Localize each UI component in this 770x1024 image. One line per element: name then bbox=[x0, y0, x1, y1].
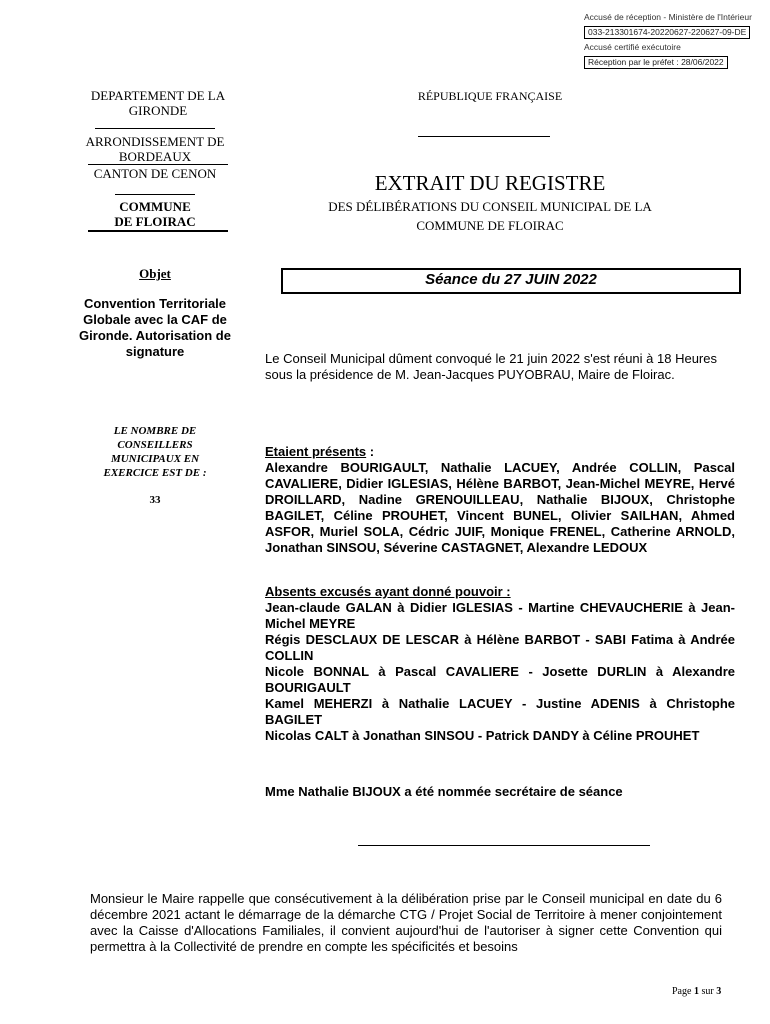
arrondissement: ARRONDISSEMENT DE BORDEAUX bbox=[85, 134, 225, 164]
page-sep: sur bbox=[701, 986, 714, 997]
objet-text: Convention Territoriale Globale avec la CAF de Gironde. Autorisation de signature bbox=[79, 296, 231, 359]
stamp-code: 033-213301674-20220627-220627-09-DE bbox=[584, 26, 750, 39]
body-paragraph: Monsieur le Maire rappelle que consécutivement à la délibération prise par le Conseil municipal en date du 6 décembre 2021 actant le démarrage de la démarche CTG / Projet Social de Territoire à mener conjointement avec la Caisse d'Allocations Familiales, il convient aujourd'hui de l'autoriser à signer cette Convention qui permettra à la Collectivité de prendre en compte les spécificités et besoins bbox=[90, 891, 722, 954]
departement: DEPARTEMENT DE LA GIRONDE bbox=[90, 88, 226, 118]
nombre-line2: CONSEILLERS bbox=[117, 439, 193, 451]
nombre-line1: LE NOMBRE DE bbox=[113, 425, 197, 437]
stamp-header: Accusé de réception - Ministère de l'Intérieur bbox=[584, 12, 752, 22]
subtitle-line2: COMMUNE DE FLOIRAC bbox=[416, 218, 564, 233]
absent-line: Nicolas CALT à Jonathan SINSOU - Patrick DANDY à Céline PROUHET bbox=[265, 728, 700, 743]
page-total: 3 bbox=[716, 986, 722, 997]
intro-paragraph: Le Conseil Municipal dûment convoqué le 21 juin 2022 s'est réuni à 18 Heures sous la présidence de M. Jean-Jacques PUYOBRAU, Maire de Floirac. bbox=[265, 351, 717, 382]
page-current: 1 bbox=[693, 986, 699, 997]
presents-names: Alexandre BOURIGAULT, Nathalie LACUEY, Andrée COLLIN, Pascal CAVALIERE, Didier IGLESIAS, Hélène BARBOT, Jean-Michel MEYRE, Hervé DROILLARD, Nadine GRENOUILLEAU, Nathalie BIJOUX, Christophe BAGILET, Céline PROUHET, Vincent BUNEL, Olivier SAILHAN, Ahmed ASFOR, Muriel SOLA, Cédric JUIF, Monique FRENEL, Catherine ARNOLD, Jonathan SINSOU, Séverine CASTAGNET, Alexandre LEDOUX bbox=[265, 460, 735, 555]
commune-line2: DE FLOIRAC bbox=[114, 214, 196, 229]
divider bbox=[88, 230, 228, 232]
absents-section bbox=[265, 584, 735, 744]
absent-line: Nicole BONNAL à Pascal CAVALIERE - Josette DURLIN à Alexandre BOURIGAULT bbox=[265, 664, 735, 695]
objet-label: Objet bbox=[139, 266, 171, 281]
absents-label: Absents excusés ayant donné pouvoir : bbox=[265, 584, 511, 599]
page-number bbox=[672, 986, 721, 997]
stamp-certified: Accusé certifié exécutoire bbox=[584, 42, 681, 52]
republique: RÉPUBLIQUE FRANÇAISE bbox=[417, 89, 563, 103]
canton: CANTON DE CENON bbox=[93, 166, 217, 181]
page-title: EXTRAIT DU REGISTRE bbox=[374, 171, 606, 195]
divider bbox=[418, 136, 550, 137]
stamp-reception: Réception par le préfet : 28/06/2022 bbox=[584, 56, 728, 69]
absent-line: Régis DESCLAUX DE LESCAR à Hélène BARBOT - SABI Fatima à Andrée COLLIN bbox=[265, 632, 735, 663]
divider bbox=[115, 194, 195, 195]
subtitle-line1: DES DÉLIBÉRATIONS DU CONSEIL MUNICIPAL DE LA bbox=[328, 199, 652, 214]
absent-line: Jean-claude GALAN à Didier IGLESIAS - Martine CHEVAUCHERIE à Jean-Michel MEYRE bbox=[265, 600, 735, 631]
nombre-line4: EXERCICE EST DE : bbox=[103, 467, 207, 479]
seance-date: Séance du 27 JUIN 2022 bbox=[281, 268, 741, 294]
page-label: Page bbox=[672, 986, 692, 997]
nombre-value: 33 bbox=[149, 494, 161, 506]
absent-line: Kamel MEHERZI à Nathalie LACUEY - Justine ADENIS à Christophe BAGILET bbox=[265, 696, 735, 727]
divider bbox=[88, 164, 228, 165]
secretaire: Mme Nathalie BIJOUX a été nommée secrétaire de séance bbox=[265, 784, 623, 799]
commune-line1: COMMUNE bbox=[119, 199, 191, 214]
divider bbox=[95, 128, 215, 129]
presents-suffix: : bbox=[366, 444, 375, 459]
nombre-line3: MUNICIPAUX EN bbox=[110, 453, 200, 465]
presents-section bbox=[265, 444, 735, 556]
divider bbox=[358, 845, 650, 846]
presents-label: Etaient présents bbox=[265, 444, 367, 459]
